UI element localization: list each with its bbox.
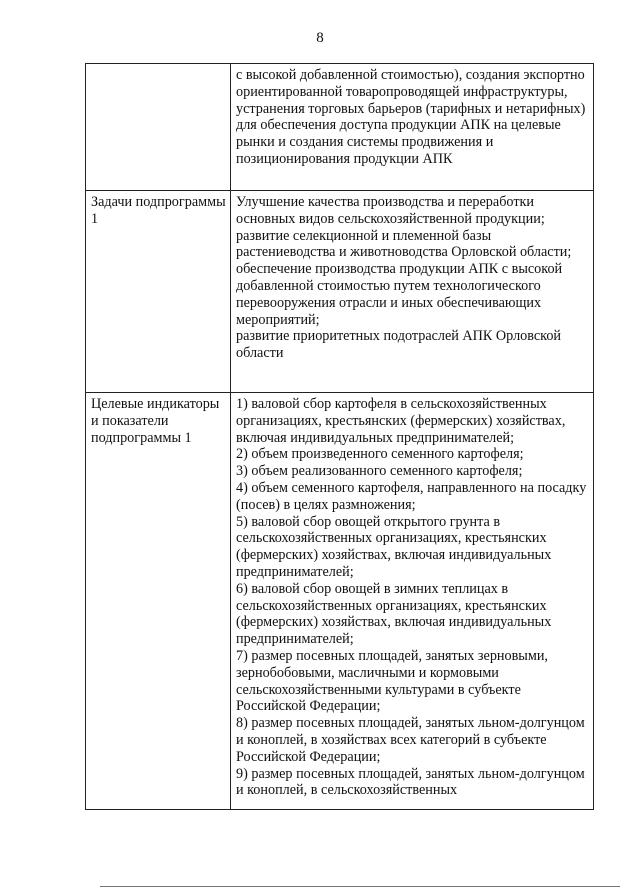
content-paragraph: Улучшение качества производства и переработки основных видов сельскохозяйственной продукции; <box>236 194 545 227</box>
page-number: 8 <box>316 30 324 46</box>
content-paragraph: обеспечение производства продукции АПК с высокой добавленной стоимостью путем технологического перевооружения отрасли и иных обеспечивающих мероприятий; <box>236 261 563 328</box>
row-content <box>231 393 594 810</box>
indicator-item: 2) объем произведенного семенного картофеля; <box>236 446 524 463</box>
indicator-item: 6) валовой сбор овощей в зимних теплицах в сельскохозяйственных организациях, крестьянских (фермерских) хозяйствах, включая индивидуальных предпринимателей; <box>236 580 552 648</box>
indicator-item: 1) валовой сбор картофеля в сельскохозяйственных организациях, крестьянских (фермерских) хозяйствах, включая индивидуальных предпринимателей; <box>236 396 566 446</box>
indicator-item: 9) размер посевных площадей, занятых льном-долгунцом и коноплей, в сельскохозяйственных <box>236 765 585 799</box>
content-paragraph: развитие приоритетных подотраслей АПК Орловской области <box>236 328 562 362</box>
program-passport-table <box>85 63 594 810</box>
row-content <box>231 191 594 393</box>
content-paragraph: развитие селекционной и племенной базы растениеводства и животноводства Орловской области; <box>236 227 572 261</box>
scan-edge-line <box>100 886 620 887</box>
table-row <box>86 191 594 393</box>
row-label <box>86 64 231 191</box>
indicator-item: 4) объем семенного картофеля, направленного на посадку (посев) в целях размножения; <box>236 479 587 513</box>
row-label: Целевые индикаторы и показатели подпрограммы 1 <box>86 393 231 810</box>
row-content <box>231 64 594 191</box>
indicator-item: 3) объем реализованного семенного картофеля; <box>236 463 523 480</box>
indicator-item: 8) размер посевных площадей, занятых льном-долгунцом и коноплей, в хозяйствах всех категорий в субъекте Российской Федерации; <box>236 715 585 765</box>
row-label: Задачи подпрограммы 1 <box>86 191 231 393</box>
table-row <box>86 64 594 191</box>
indicator-item: 5) валовой сбор овощей открытого грунта в сельскохозяйственных организациях, крестьянских (фермерских) хозяйствах, включая индивидуальных предпринимателей; <box>236 513 552 580</box>
indicator-item: 7) размер посевных площадей, занятых зерновыми, зернобобовыми, масличными и кормовыми сельскохозяйственными культурами в субъекте Российской Федерации; <box>236 647 548 715</box>
table-row <box>86 393 594 810</box>
content-paragraph: с высокой добавленной стоимостью), создания экспортно ориентированной товаропроводящей инфраструктуры, устранения торговых барьеров (тарифных и нетарифных) для обеспечения доступа продукции АПК на целевые рынки и создания системы продвижения и позиционирования продукции АПК <box>236 67 586 167</box>
